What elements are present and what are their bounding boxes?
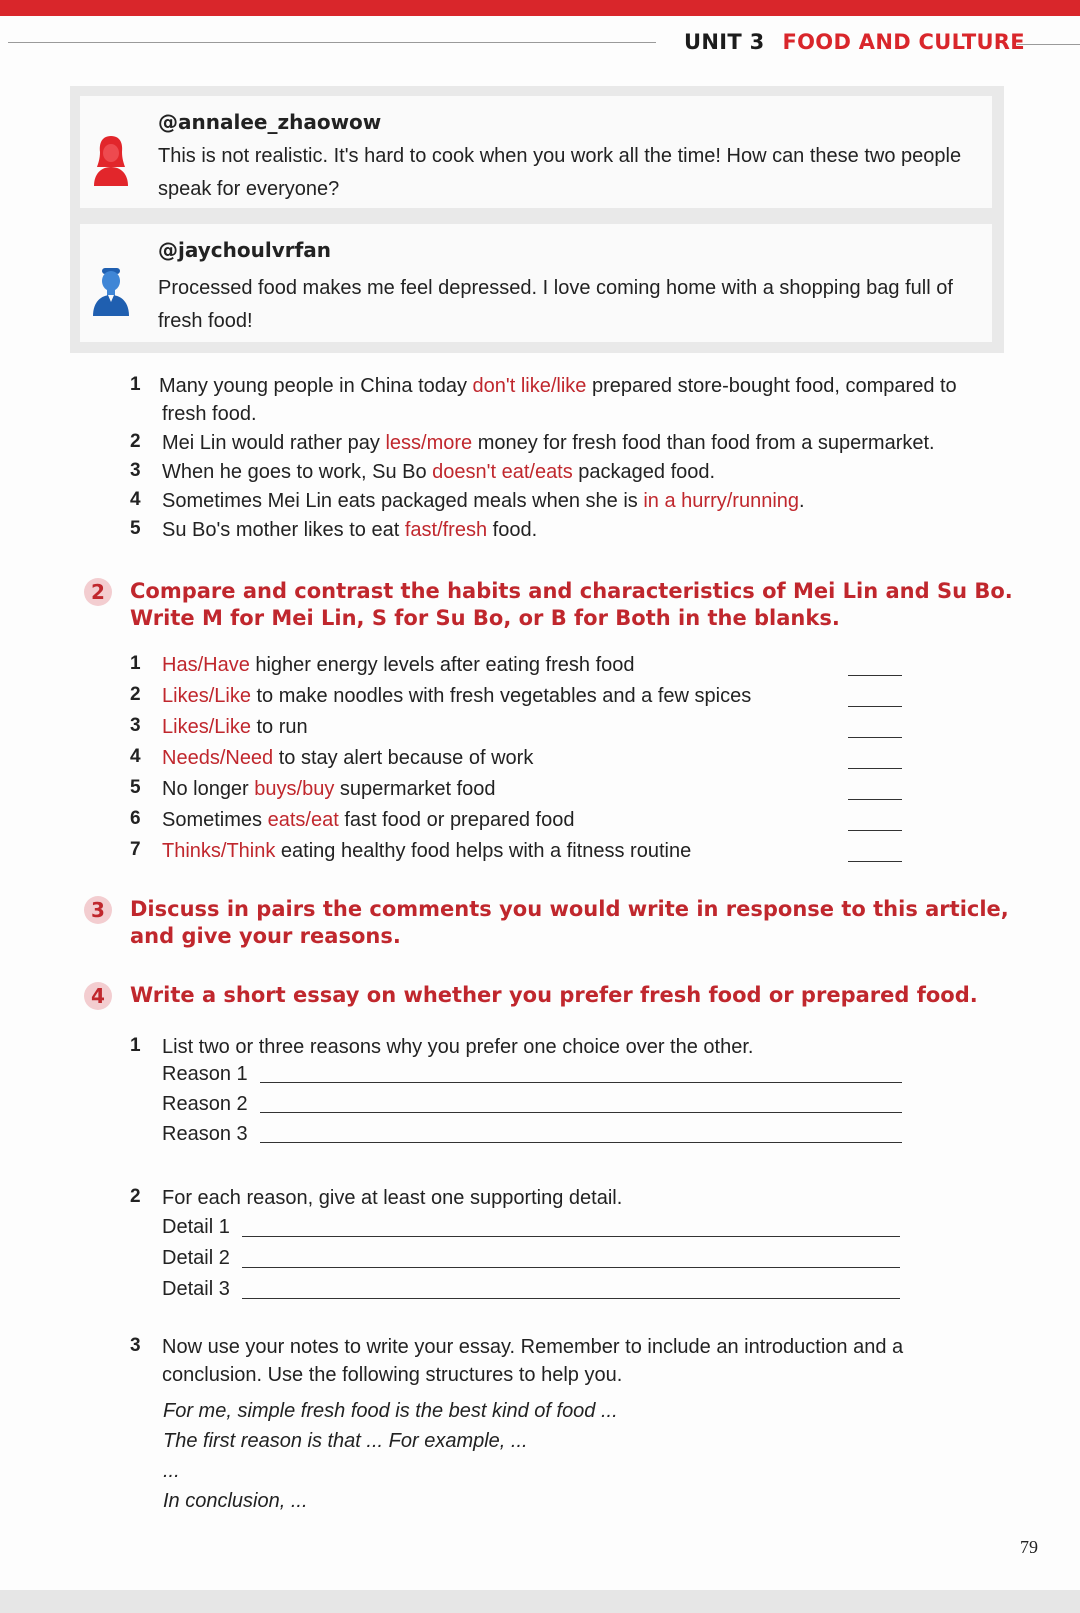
step-text: conclusion. Use the following structures to help you. [162,1364,623,1386]
unit-title: FOOD AND CULTURE [782,30,1025,54]
comment-handle: @annalee_zhaowow [158,110,382,134]
list-item: Has/Have higher energy levels after eating fresh food [162,654,635,676]
detail-write-line[interactable] [242,1236,900,1237]
list-item: Likes/Like to make noodles with fresh vegetables and a few spices [162,685,752,707]
exercise-instruction: Write a short essay on whether you prefer fresh food or prepared food. [130,983,978,1007]
step-text: Now use your notes to write your essay. Remember to include an introduction and a [162,1336,904,1358]
list-item: Sometimes Mei Lin eats packaged meals when she is in a hurry/running. [162,490,805,512]
answer-blank[interactable] [848,706,902,707]
reason-label: Reason 3 [162,1123,248,1145]
comment-card [80,224,992,342]
step-number: 1 [130,1035,141,1056]
header-rule-right [1017,44,1080,45]
list-item: No longer buys/buy supermarket food [162,778,496,800]
step-number: 2 [130,1186,141,1207]
reason-write-line[interactable] [260,1112,902,1113]
top-red-bar [0,0,1080,16]
item-number: 2 [130,431,141,452]
answer-blank[interactable] [848,768,902,769]
item-number: 1 [130,653,141,674]
comment-text: This is not realistic. It's hard to cook when you work all the time! How can these two people speak for everyone? [158,145,962,200]
item-number: 6 [130,808,141,829]
word-choice: buys/buy [254,778,335,800]
comment-handle: @jaychoulvrfan [158,238,332,262]
list-item: Mei Lin would rather pay less/more money for fresh food than food from a supermarket. [162,432,935,454]
list-item: Su Bo's mother likes to eat fast/fresh food. [162,519,538,541]
exercise-number-badge: 3 [84,896,112,924]
list-item: Needs/Need to stay alert because of work [162,747,534,769]
detail-label: Detail 1 [162,1216,230,1238]
detail-label: Detail 2 [162,1247,230,1269]
exercise-instruction: Discuss in pairs the comments you would write in response to this article, [130,897,1009,921]
item-number: 2 [130,684,141,705]
exercise-instruction: and give your reasons. [130,924,401,948]
list-item-continuation: fresh food. [162,403,257,425]
answer-blank[interactable] [848,830,902,831]
answer-blank[interactable] [848,799,902,800]
comment-card [80,96,992,208]
structure-line: For me, simple fresh food is the best kind of food ... [163,1400,618,1422]
list-item: Sometimes eats/eat fast food or prepared food [162,809,575,831]
reason-write-line[interactable] [260,1142,902,1143]
structure-line: In conclusion, ... [163,1490,308,1512]
comment-text: Processed food makes me feel depressed. I love coming home with a shopping bag full of fresh food! [158,277,953,332]
female-user-icon [90,132,132,186]
word-choice: fast/fresh [404,519,488,541]
word-choice: don't like/like [472,375,587,397]
exercise-instruction: Compare and contrast the habits and characteristics of Mei Lin and Su Bo. [130,579,1013,603]
item-number: 5 [130,518,141,539]
structure-line: ... [163,1460,180,1482]
male-user-icon [90,262,132,316]
word-choice: Thinks/Think [162,840,276,862]
item-number: 3 [130,715,141,736]
word-choice: Likes/Like [162,716,251,738]
list-item: Likes/Like to run [162,716,308,738]
item-number: 3 [130,460,141,481]
word-choice: eats/eat [267,809,339,831]
page-bottom-edge [0,1590,1080,1613]
detail-write-line[interactable] [242,1267,900,1268]
reason-label: Reason 1 [162,1063,248,1085]
reason-write-line[interactable] [260,1082,902,1083]
list-item: Thinks/Think eating healthy food helps with a fitness routine [162,840,692,862]
list-item: When he goes to work, Su Bo doesn't eat/eats packaged food. [162,461,716,483]
reason-label: Reason 2 [162,1093,248,1115]
item-number: 5 [130,777,141,798]
exercise-instruction: Write M for Mei Lin, S for Su Bo, or B for Both in the blanks. [130,606,840,630]
answer-blank[interactable] [848,861,902,862]
detail-label: Detail 3 [162,1278,230,1300]
word-choice: in a hurry/running [643,490,800,512]
step-text: List two or three reasons why you prefer one choice over the other. [162,1036,754,1058]
page-number: 79 [1020,1537,1038,1557]
word-choice: Has/Have [162,654,250,676]
comments-panel [70,86,1004,353]
word-choice: Needs/Need [162,747,274,769]
word-choice: doesn't eat/eats [432,461,573,483]
item-number: 1 [130,374,141,395]
exercise-number-badge: 2 [84,578,112,606]
item-number: 4 [130,489,141,510]
list-item: Many young people in China today don't like/like prepared store-bought food, compared to [159,375,957,397]
item-number: 7 [130,839,141,860]
structure-line: The first reason is that ... For example, ... [163,1430,528,1452]
step-text: For each reason, give at least one supporting detail. [162,1187,623,1209]
word-choice: Likes/Like [162,685,251,707]
unit-label: UNIT 3 [684,30,765,54]
detail-write-line[interactable] [242,1298,900,1299]
answer-blank[interactable] [848,737,902,738]
exercise-number-badge: 4 [84,982,112,1010]
header-rule-left [8,42,656,43]
item-number: 4 [130,746,141,767]
running-header [684,30,1025,54]
word-choice: less/more [385,432,473,454]
step-number: 3 [130,1335,141,1356]
answer-blank[interactable] [848,675,902,676]
